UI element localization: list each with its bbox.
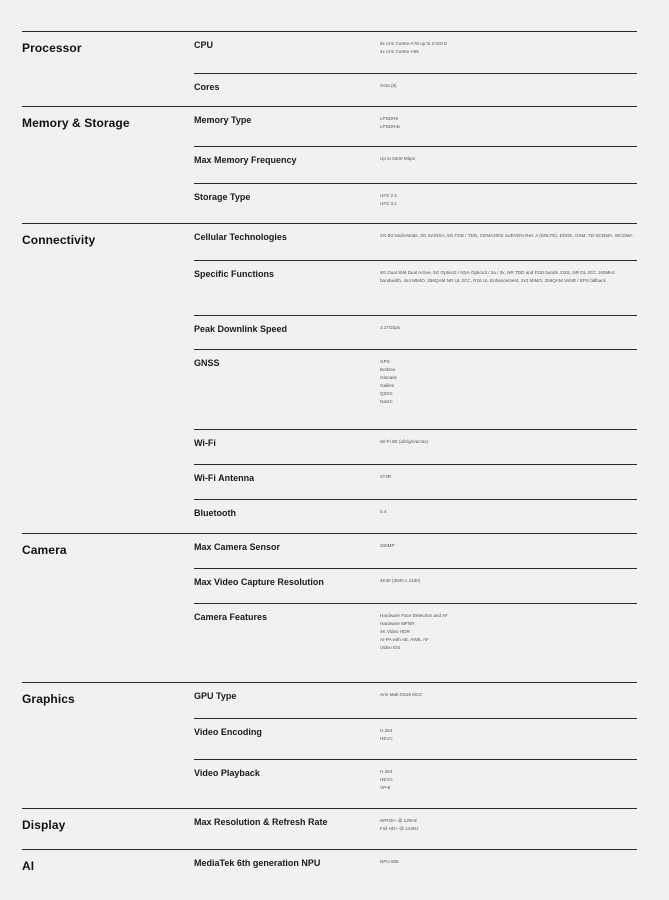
spec-name: GPU Type <box>194 691 237 701</box>
section-camera <box>22 533 637 683</box>
value-line: Wi-Fi 6E (a/b/g/n/ac/ax) <box>380 439 429 444</box>
spec-row-memory-type <box>194 107 637 146</box>
spec-row-specific-functions <box>194 260 637 316</box>
value-line: UFS 3.1 <box>380 201 397 206</box>
spec-name: Video Playback <box>194 768 260 778</box>
value-line: GPS <box>380 359 390 364</box>
spec-row-wifi <box>194 429 637 465</box>
value-line: 4x Arm Cortex-A55 <box>380 49 419 54</box>
spec-row-peak-downlink-speed <box>194 315 637 350</box>
spec-row-max-memory-frequency <box>194 146 637 184</box>
value-line: UFS 2.2 <box>380 193 397 198</box>
spec-name: Video Encoding <box>194 727 262 737</box>
category-label: Camera <box>22 543 67 557</box>
spec-name: CPU <box>194 40 214 50</box>
spec-name: Camera Features <box>194 612 268 622</box>
spec-value <box>380 858 638 866</box>
section-display <box>22 808 637 850</box>
value-line: AI-PA with AE, AWB, AF <box>380 637 429 642</box>
category-label: Connectivity <box>22 233 96 247</box>
spec-name: Memory Type <box>194 115 252 125</box>
spec-value <box>380 324 638 332</box>
value-line: H.264 <box>380 728 393 733</box>
value-line: QZSS <box>380 391 393 396</box>
value-line: Video EIS <box>380 645 401 650</box>
spec-value <box>380 155 638 163</box>
spec-value <box>380 438 638 446</box>
value-line: 8x Arm Cortex-A78 up to 2.6GHz <box>380 41 448 46</box>
spec-value <box>380 473 638 481</box>
spec-row-cpu <box>194 32 637 73</box>
category-label: Memory & Storage <box>22 116 130 130</box>
spec-row-gpu-type <box>194 683 637 718</box>
value-line: 200MP <box>380 543 395 548</box>
value-line: Up to 6400 Mbps <box>380 156 415 161</box>
spec-row-bluetooth <box>194 499 637 535</box>
spec-value <box>380 768 638 792</box>
category-label: Graphics <box>22 692 75 706</box>
value-line: LPDDR5 <box>380 116 399 121</box>
section-memory-storage <box>22 106 637 224</box>
value-line: NavIC <box>380 399 393 404</box>
value-line: WFHD+ @ 120Hz <box>380 818 417 823</box>
spec-name: Peak Downlink Speed <box>194 324 288 334</box>
value-line: Octa (8) <box>380 83 397 88</box>
value-line: Hardware MFNR <box>380 621 415 626</box>
spec-value <box>380 817 638 833</box>
spec-value <box>380 358 638 406</box>
spec-value <box>380 40 638 56</box>
value-line: HEVC <box>380 736 393 741</box>
spec-name: Cellular Technologies <box>194 232 287 242</box>
value-line: LPDDR4x <box>380 124 401 129</box>
spec-value <box>380 691 638 699</box>
spec-row-cores <box>194 73 637 108</box>
spec-row-camera-features <box>194 603 637 684</box>
value-line: 4K30 (3840 x 2160) <box>380 578 421 583</box>
value-line: Arm Mali-G615 MC2 <box>380 692 422 697</box>
spec-row-video-playback <box>194 759 637 810</box>
value-line: Galileo <box>380 383 395 388</box>
value-line: BeiDou <box>380 367 396 372</box>
spec-name: Max Video Capture Resolution <box>194 577 324 587</box>
section-graphics <box>22 682 637 809</box>
value-line: 2T2R <box>380 474 392 479</box>
value-line: VP-9 <box>380 785 391 790</box>
category-label: Processor <box>22 41 82 55</box>
spec-value <box>380 577 638 585</box>
spec-name: MediaTek 6th generation NPU <box>194 858 321 868</box>
value-line: Hardware Face Detection and AF <box>380 613 448 618</box>
spec-name: Specific Functions <box>194 269 275 279</box>
spec-row-wifi-antenna <box>194 464 637 500</box>
spec-value <box>380 508 638 516</box>
spec-name: Bluetooth <box>194 508 236 518</box>
spec-row-storage-type <box>194 183 637 225</box>
spec-value <box>380 542 638 550</box>
category-label: AI <box>22 859 35 873</box>
value-line: HEVC <box>380 777 393 782</box>
spec-value <box>380 192 638 208</box>
value-line: 4K Video HDR <box>380 629 410 634</box>
value-line: 5.4 <box>380 509 387 514</box>
spec-name: Max Resolution & Refresh Rate <box>194 817 328 827</box>
section-processor <box>22 31 637 107</box>
value-line: Glonass <box>380 375 397 380</box>
spec-row-cellular-technologies <box>194 224 637 260</box>
spec-name: Max Camera Sensor <box>194 542 281 552</box>
spec-row-npu <box>194 850 637 890</box>
value-line: NPU 655 <box>380 859 399 864</box>
spec-name: GNSS <box>194 358 220 368</box>
spec-value <box>380 115 638 131</box>
spec-name: Cores <box>194 82 220 92</box>
value-line: 3.27Gbps <box>380 325 400 330</box>
spec-value <box>380 727 638 743</box>
spec-value <box>380 232 638 240</box>
spec-name: Max Memory Frequency <box>194 155 297 165</box>
spec-value <box>380 82 638 90</box>
value-line: Full HD+ @ 144Hz <box>380 826 419 831</box>
section-ai <box>22 849 637 890</box>
value-line: 5G Dual SIM Dual Active, 5G Option2 / NSA Option3 / 3a / 3x, NR TDD and FDD bands, DSS, NR DL 2CC 160MHz bandwidth, 4x4 MIMO, 256QAM NR UL 2CC, R16 UL Enhancement, 2x2 MIMO, 256QAM VoNR / EPS fallback <box>380 270 615 283</box>
category-label: Display <box>22 818 66 832</box>
spec-name: Wi-Fi Antenna <box>194 473 255 483</box>
section-connectivity <box>22 223 637 534</box>
value-line: H.264 <box>380 769 393 774</box>
spec-row-max-camera-sensor <box>194 534 637 568</box>
spec-value <box>380 612 638 652</box>
value-line: 2G-5G Multi-Mode, 5G SA/NSA, 5G FDD / TDD, CDMA2000 1x/EVDO Rev. A (SRLTE), EDGE, GSM, TD-SCDMA, WCDMA <box>380 233 633 238</box>
spec-row-gnss <box>194 349 637 430</box>
spec-row-max-video-capture-resolution <box>194 568 637 604</box>
spec-name: Wi-Fi <box>194 438 216 448</box>
spec-row-max-resolution-refresh-rate <box>194 809 637 850</box>
spec-name: Storage Type <box>194 192 251 202</box>
spec-row-video-encoding <box>194 718 637 760</box>
spec-value <box>380 269 638 285</box>
